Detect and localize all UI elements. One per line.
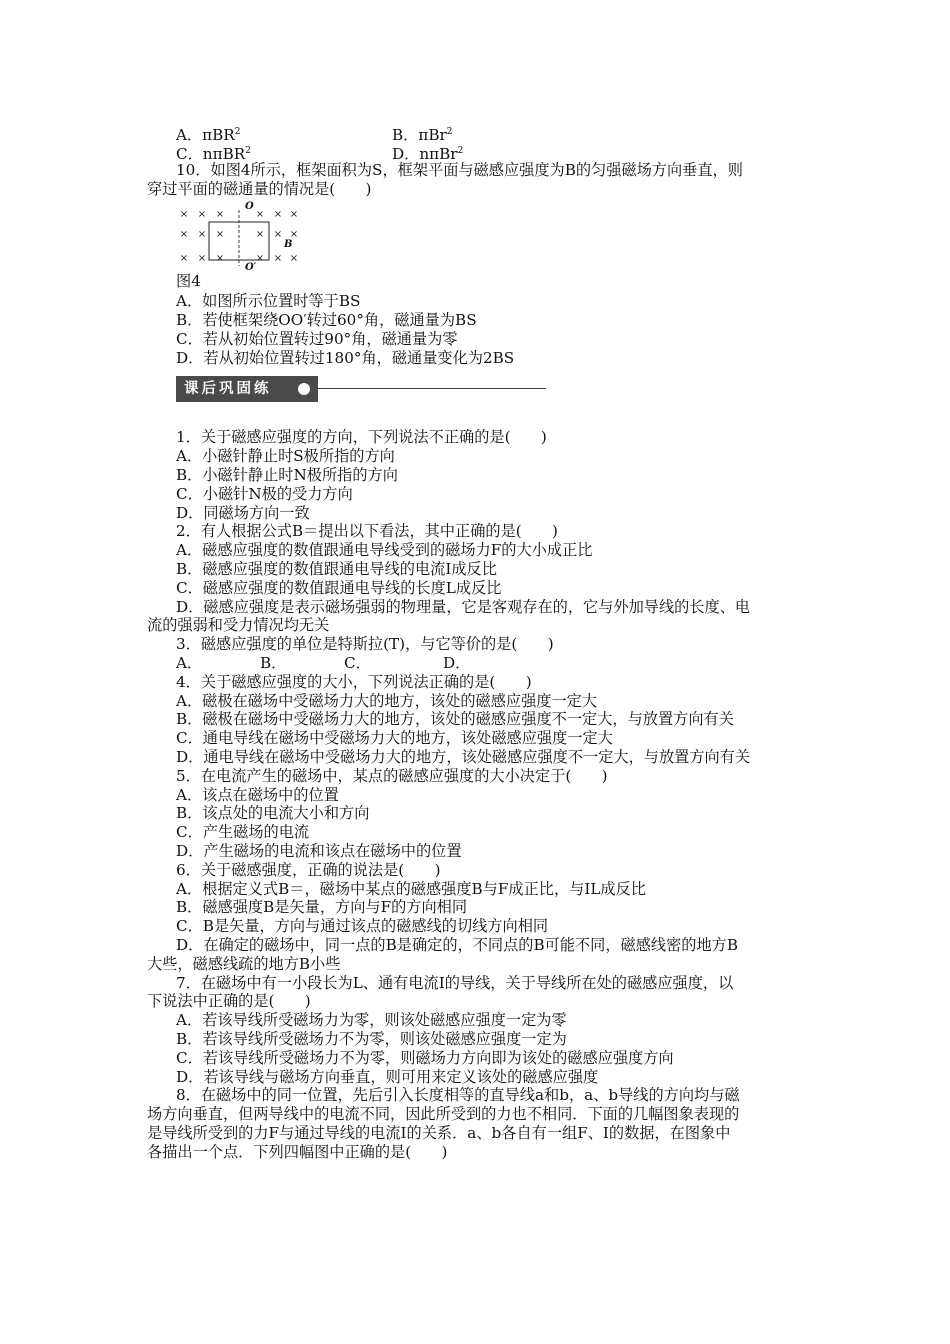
q9-option-a-exponent: 2 xyxy=(234,127,241,137)
q3-option-a: A． xyxy=(176,654,203,672)
q2-option-b: B．磁感应强度的数值跟通电导线的电流I成反比 xyxy=(176,560,497,578)
q5-option-a: A．该点在磁场中的位置 xyxy=(176,786,339,804)
q4-option-b: B．磁极在磁场中受磁场力大的地方，该处的磁感应强度不一定大，与放置方向有关 xyxy=(176,710,734,728)
q10-figure xyxy=(178,200,308,270)
cross-mark: × xyxy=(197,253,207,264)
q6-option-c: C．B是矢量，方向与通过该点的磁感线的切线方向相同 xyxy=(176,917,549,935)
axis-label-bottom: O′ xyxy=(245,262,257,270)
q8-line4: 各描出一个点．下列四幅图中正确的是( ) xyxy=(147,1143,448,1161)
q8-line2: 场方向垂直，但两导线中的电流不同，因此所受到的力也不相同．下面的几幅图象表现的 xyxy=(147,1105,740,1123)
q8-line1: 8．在磁场中的同一位置，先后引入长度相等的直导线a和b，a、b导线的方向均与磁 xyxy=(176,1086,740,1104)
q9-option-c-exponent: 2 xyxy=(245,146,251,156)
section-header xyxy=(176,376,546,402)
q2-option-d-continued: 流的强弱和受力情况均无关 xyxy=(147,616,330,634)
q3-option-d: D． xyxy=(443,654,471,672)
q1-option-a: A．小磁针静止时S极所指的方向 xyxy=(176,447,395,465)
q7-option-a: A．若该导线所受磁场力为零，则该处磁感应强度一定为零 xyxy=(176,1011,567,1029)
cross-mark: × xyxy=(255,209,265,220)
q4-option-a: A．磁极在磁场中受磁场力大的地方，该处的磁感应强度一定大 xyxy=(176,692,598,710)
bullet-dot-icon xyxy=(298,383,310,395)
q9-option-b: B．πBr$^2$ xyxy=(392,126,453,144)
q10-option-d: D．若从初始位置转过180°角，磁通量变化为2BS xyxy=(176,349,515,367)
q1-option-c: C．小磁针N极的受力方向 xyxy=(176,485,353,503)
q10-stem-line1: 10．如图4所示，框架面积为S，框架平面与磁感应强度为B的匀强磁场方向垂直，则 xyxy=(176,161,743,179)
q4-stem: 4．关于磁感应强度的大小，下列说法正确的是( ) xyxy=(176,673,532,691)
q7-stem-line2: 下说法中正确的是( ) xyxy=(147,992,311,1010)
q8-line3: 是导线所受到的力F与通过导线的电流I的关系．a、b各自有一组F、I的数据，在图象中 xyxy=(147,1124,731,1142)
q9-option-d-exponent: 2 xyxy=(457,146,464,156)
q10-option-a: A．如图所示位置时等于BS xyxy=(176,292,361,310)
q7-option-b: B．若该导线所受磁场力不为零，则该处磁感应强度一定为 xyxy=(176,1030,567,1048)
cross-mark: × xyxy=(289,253,299,264)
cross-mark: × xyxy=(273,209,283,220)
q6-option-d: D．在确定的磁场中，同一点的B是确定的，不同点的B可能不同，磁感线密的地方B xyxy=(176,936,739,954)
q3-option-b: B． xyxy=(260,654,287,672)
cross-mark: × xyxy=(215,229,225,240)
cross-mark: × xyxy=(179,253,189,264)
q3-stem: 3．磁感应强度的单位是特斯拉(T)，与它等价的是( ) xyxy=(176,635,554,653)
cross-mark: × xyxy=(273,229,283,240)
figure-caption: 图4 xyxy=(176,272,201,290)
cross-mark: × xyxy=(179,229,189,240)
cross-mark: × xyxy=(215,209,225,220)
q2-option-c: C．磁感应强度的数值跟通电导线的长度L成反比 xyxy=(176,579,502,597)
q5-option-c: C．产生磁场的电流 xyxy=(176,823,310,841)
q7-stem-line1: 7．在磁场中有一小段长为L、通有电流I的导线，关于导线所在处的磁感应强度，以 xyxy=(176,974,734,992)
q7-option-c: C．若该导线所受磁场力不为零，则磁场力方向即为该处的磁感应强度方向 xyxy=(176,1049,674,1067)
q10-option-b: B．若使框架绕OO′转过60°角，磁通量为BS xyxy=(176,311,477,329)
cross-mark: × xyxy=(255,229,265,240)
q4-option-d: D．通电导线在磁场中受磁场力大的地方，该处磁感应强度不一定大，与放置方向有关 xyxy=(176,748,751,766)
q1-option-b: B．小磁针静止时N极所指的方向 xyxy=(176,466,398,484)
axis-label-top: O xyxy=(245,201,254,212)
cross-mark: × xyxy=(197,209,207,220)
cross-mark: × xyxy=(215,253,225,264)
cross-mark: × xyxy=(197,229,207,240)
q6-option-d-continued: 大些，磁感线疏的地方B小些 xyxy=(147,955,341,973)
magnetic-field-frame-diagram xyxy=(178,200,308,270)
q5-option-d: D．产生磁场的电流和该点在磁场中的位置 xyxy=(176,842,462,860)
q1-stem: 1．关于磁感应强度的方向，下列说法不正确的是( ) xyxy=(176,428,547,446)
q10-stem-line2: 穿过平面的磁通量的情况是( ) xyxy=(147,180,372,198)
q9-option-b-exponent: 2 xyxy=(446,127,453,137)
q6-option-a: A．根据定义式B＝，磁场中某点的磁感强度B与F成正比，与IL成反比 xyxy=(176,880,646,898)
q6-option-b: B．磁感强度B是矢量，方向与F的方向相同 xyxy=(176,898,468,916)
section-rule xyxy=(318,388,546,389)
q3-option-c: C． xyxy=(344,654,371,672)
q2-option-a: A．磁感应强度的数值跟通电导线受到的磁场力F的大小成正比 xyxy=(176,541,593,559)
q6-stem: 6．关于磁感强度，正确的说法是( ) xyxy=(176,861,441,879)
q5-stem: 5．在电流产生的磁场中，某点的磁感应强度的大小决定于( ) xyxy=(176,767,608,785)
q7-option-d: D．若该导线与磁场方向垂直，则可用来定义该处的磁感应强度 xyxy=(176,1068,599,1086)
q5-option-b: B．该点处的电流大小和方向 xyxy=(176,804,370,822)
q4-option-c: C．通电导线在磁场中受磁场力大的地方，该处磁感应强度一定大 xyxy=(176,729,613,747)
cross-mark: × xyxy=(273,253,283,264)
q9-option-d: D．nπBr$^2$ xyxy=(392,145,464,163)
q2-option-d: D．磁感应强度是表示磁场强弱的物理量，它是客观存在的，它与外加导线的长度、电 xyxy=(176,598,751,616)
cross-mark: × xyxy=(289,209,299,220)
q1-option-d: D．同磁场方向一致 xyxy=(176,504,310,522)
q10-option-c: C．若从初始位置转过90°角，磁通量为零 xyxy=(176,330,458,348)
cross-mark: × xyxy=(255,253,265,264)
q9-option-a: A．πBR$^2$ xyxy=(176,126,241,144)
q2-stem: 2．有人根据公式B＝提出以下看法，其中正确的是( ) xyxy=(176,522,558,540)
section-title: 课后巩固练 xyxy=(176,376,318,402)
field-label: B xyxy=(284,239,293,250)
q9-option-c: C．nπBR$^2$ xyxy=(176,145,251,163)
cross-mark: × xyxy=(289,229,299,240)
cross-mark: × xyxy=(179,209,189,220)
